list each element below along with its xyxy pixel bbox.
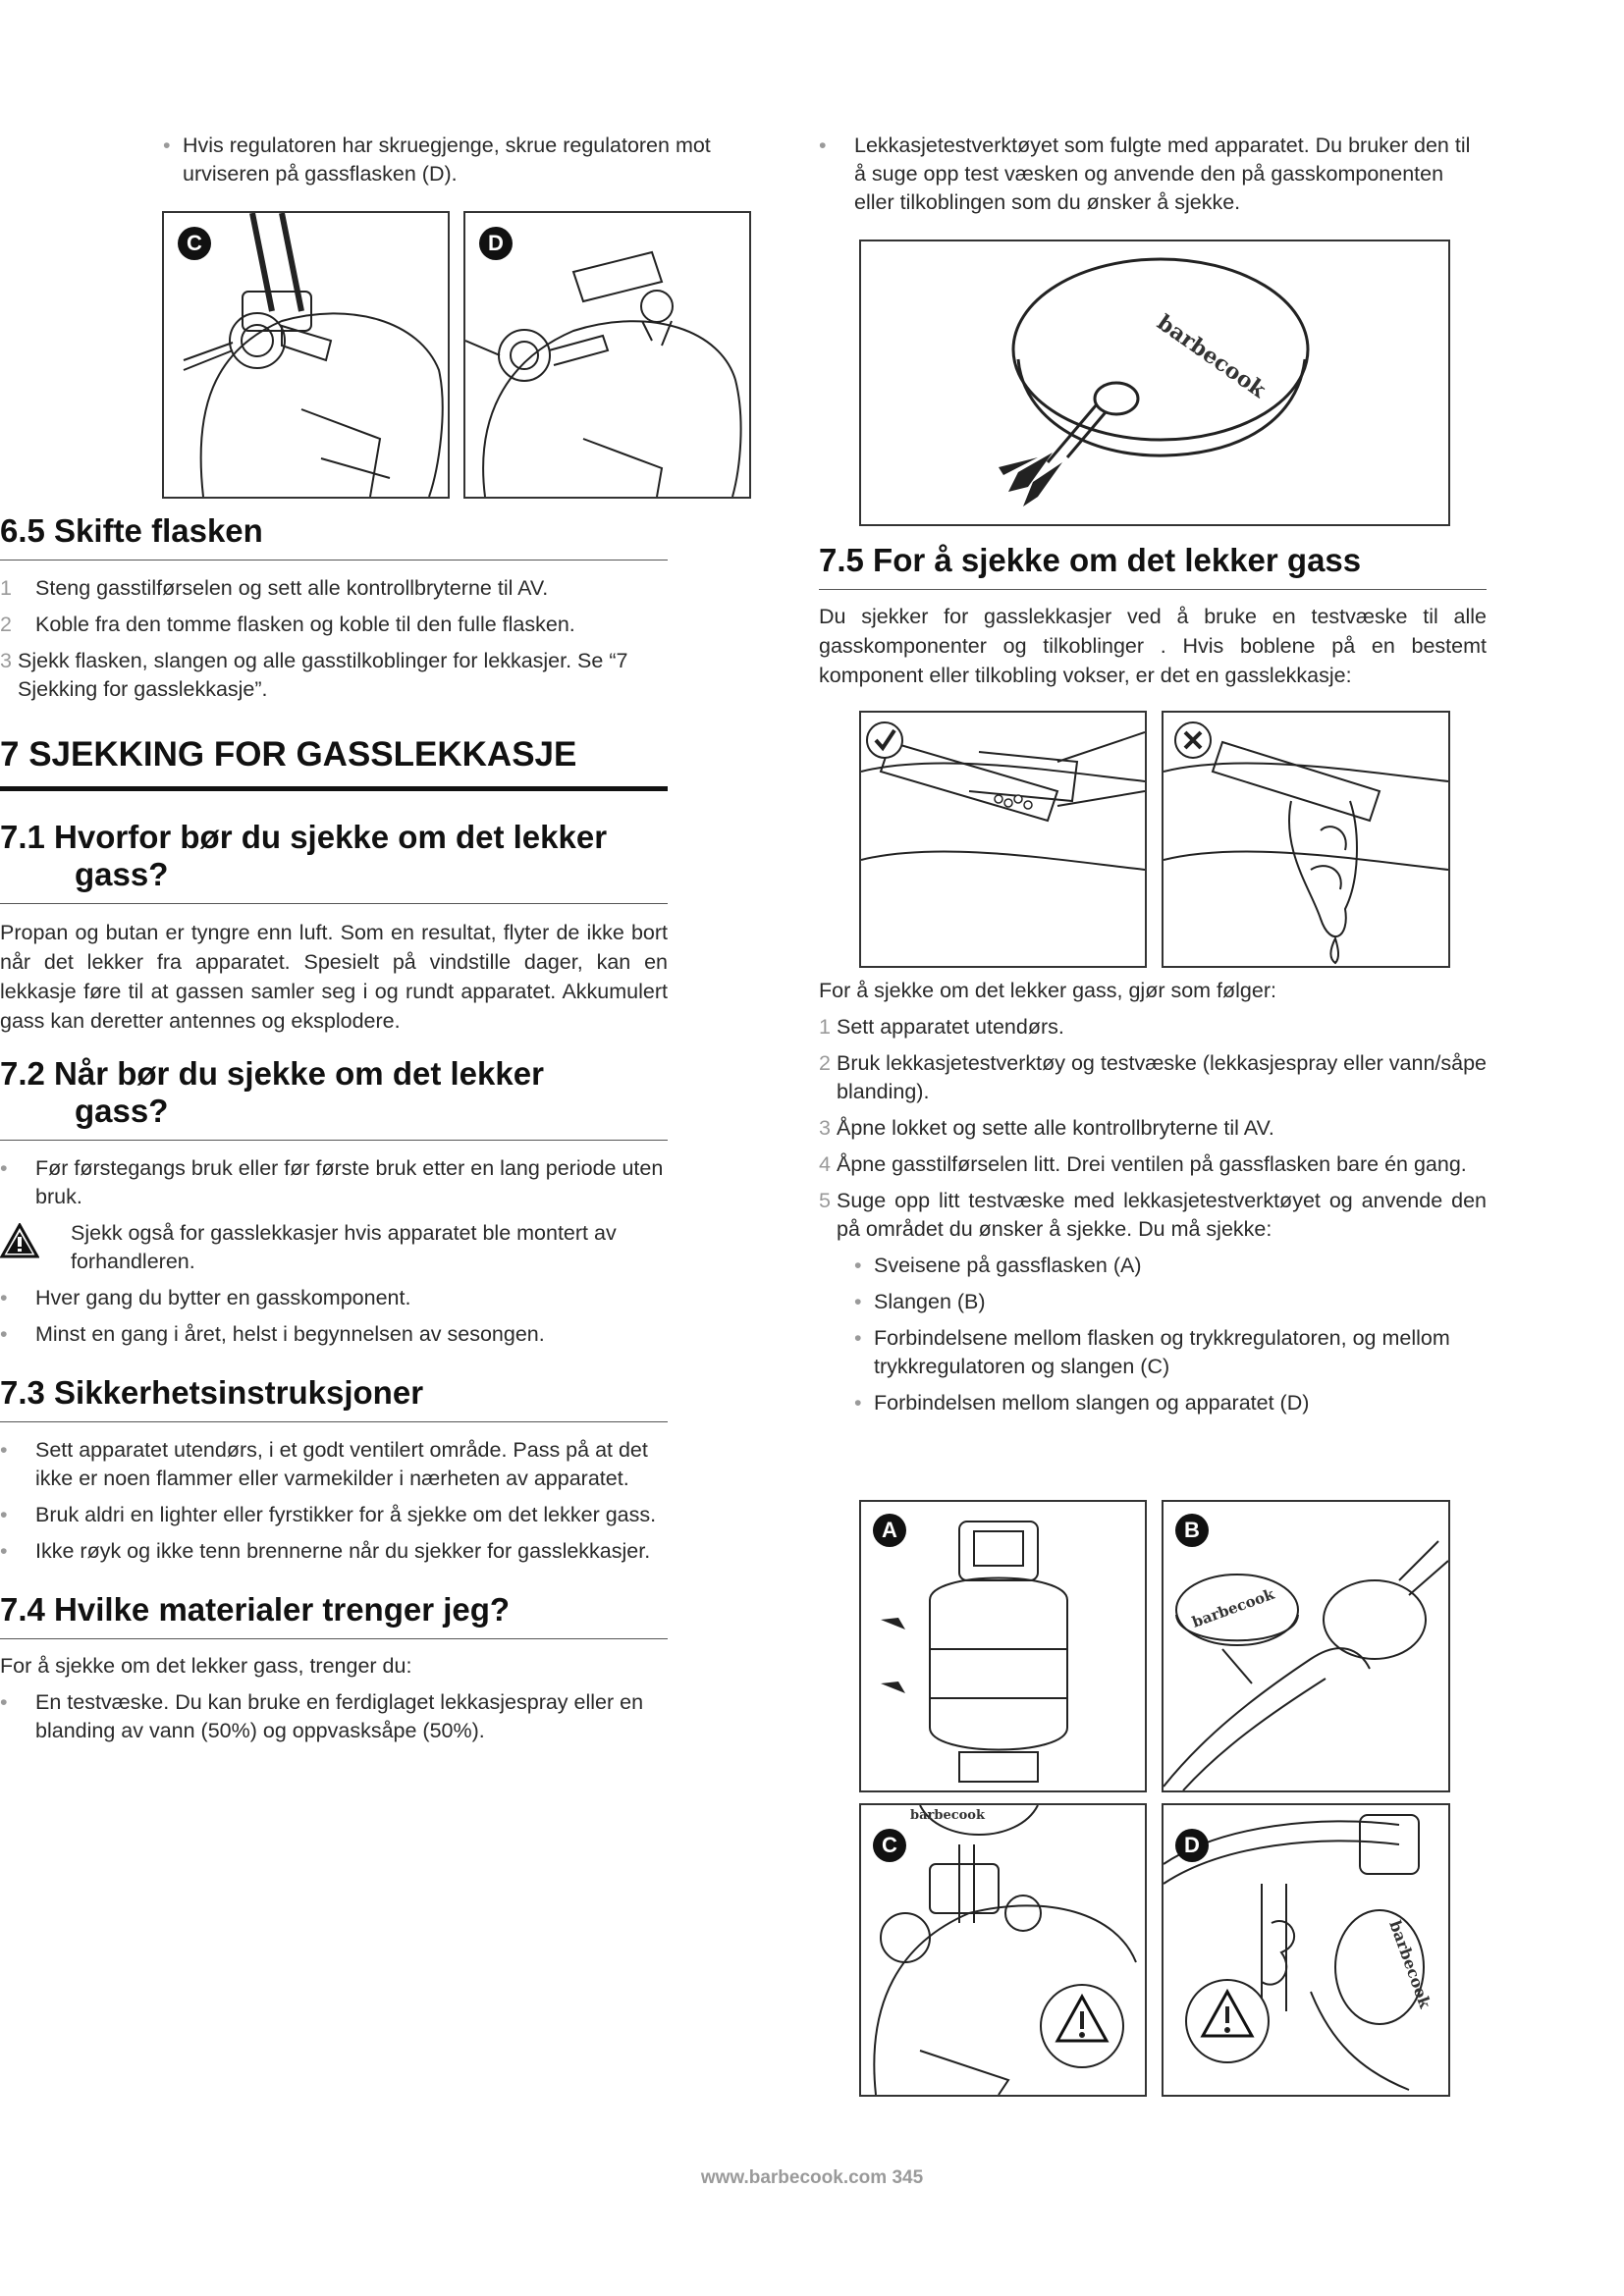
right-column-steps <box>819 976 1487 1425</box>
bullet-item: • En testvæske. Du kan bruke en ferdiglaget lekkasjespray eller en blanding av vann (50%) og oppvasksåpe (50%). <box>0 1690 644 1742</box>
step: 1 Sett apparatet utendørs. <box>819 1015 1064 1039</box>
figure-b-hose <box>1162 1500 1450 1792</box>
left-column-body <box>0 512 668 1753</box>
section-title-7-4: 7.4 Hvilke materialer trenger jeg? <box>0 1591 668 1639</box>
figure-label: B <box>1175 1514 1209 1547</box>
intro-bullet: • Hvis regulatoren har skruegjenge, skrue regulatoren mot urviseren på gassflasken (D). <box>163 133 711 186</box>
check-item: • Sveisene på gassflasken (A) <box>854 1254 1142 1277</box>
bullet-item: • Sett apparatet utendørs, i et godt ventilert område. Pass på at det ikke er noen flammer eller varmekilder i nærheten av apparatet. <box>0 1438 648 1490</box>
step: 3 Sjekk flasken, slangen og alle gasstilkoblinger for lekkasjer. Se “7 Sjekking for gasslekkasje”. <box>0 649 628 701</box>
steps-intro: For å sjekke om det lekker gass, gjør som følger: <box>819 979 1276 1002</box>
step: 4 Åpne gasstilførselen litt. Drei ventilen på gassflasken bare én gang. <box>819 1152 1467 1176</box>
section-title-7-5: 7.5 For å sjekke om det lekker gass <box>819 542 1487 590</box>
bullet-item: • Minst en gang i året, helst i begynnelsen av sesongen. <box>0 1322 545 1346</box>
section-title-7-3: 7.3 Sikkerhetsinstruksjoner <box>0 1374 668 1422</box>
section-title-7-2: 7.2 Når bør du sjekke om det lekker gass? <box>0 1055 668 1141</box>
figure-label: D <box>1175 1829 1209 1862</box>
figure-c-regulator <box>859 1803 1147 2097</box>
check-item: • Slangen (B) <box>854 1290 986 1313</box>
leak-test-tool-illustration <box>861 241 1448 524</box>
right-column-body <box>819 542 1487 690</box>
brand-logo-text: barbecook <box>1385 1917 1435 2011</box>
wrench-regulator-illustration <box>164 213 448 497</box>
step: 2 Bruk lekkasjetestverktøy og testvæske (lekkasjespray eller vann/såpe blanding). <box>819 1051 1487 1103</box>
brand-logo-text: barbecook <box>1152 309 1271 403</box>
section-title-6-5: 6.5 Skifte flasken <box>0 512 668 561</box>
figure-no-leak <box>859 711 1147 968</box>
bullet-item: • Bruk aldri en lighter eller fyrstikker for å sjekke om det lekker gass. <box>0 1503 657 1526</box>
warning-triangle-icon <box>0 1223 39 1258</box>
section-title-7-1: 7.1 Hvorfor bør du sjekke om det lekker gass? <box>0 819 668 904</box>
hose-check-illustration <box>1164 1502 1448 1790</box>
left-column <box>128 132 795 196</box>
chapter-title-7: 7 SJEKKING FOR GASSLEKKASJE <box>0 735 668 791</box>
paragraph-7-5: Du sjekker for gasslekkasjer ved å bruke en testvæske til alle gasskomponenter og tilkoblinger . Hvis boblene på en bestemt komponent eller tilkobling vokser, er det en gasslekkasje: <box>819 605 1487 687</box>
figure-a-cylinder <box>859 1500 1147 1792</box>
leak-illustration <box>1164 713 1448 966</box>
bullet-item: • Hver gang du bytter en gasskomponent. <box>0 1286 411 1309</box>
paragraph-7-4: For å sjekke om det lekker gass, trenger du: <box>0 1654 412 1678</box>
figure-d-connection <box>1162 1803 1450 2097</box>
figure-label: D <box>479 227 513 260</box>
figure-leak <box>1162 711 1450 968</box>
step: 3 Åpne lokket og sette alle kontrollbryterne til AV. <box>819 1116 1274 1140</box>
regulator-screw-illustration <box>465 213 749 497</box>
no-leak-illustration <box>861 713 1145 966</box>
figure-wrench-regulator <box>162 211 450 499</box>
step: 1 Steng gasstilførselen og sett alle kontrollbryterne til AV. <box>0 576 549 600</box>
bullet-item: • Før førstegangs bruk eller før første bruk etter en lang periode uten bruk. <box>0 1156 664 1208</box>
page-footer: www.barbecook.com 345 <box>700 2167 924 2188</box>
check-item: • Forbindelsene mellom flasken og trykkregulatoren, og mellom trykkregulatoren og slangen (C) <box>854 1326 1450 1378</box>
brand-logo-text: barbecook <box>910 1808 985 1823</box>
step: 5 Suge opp litt testvæske med lekkasjetestverktøyet og anvende den på området du ønsker å sjekke. Du må sjekke: <box>819 1189 1487 1241</box>
brand-logo-text: barbecook <box>1189 1584 1277 1631</box>
warning-note: Sjekk også for gasslekkasjer hvis apparatet ble montert av forhandleren. <box>0 1219 668 1276</box>
figure-leak-test-tool <box>859 240 1450 526</box>
bullet-item: • Ikke røyk og ikke tenn brennerne når du sjekker for gasslekkasjer. <box>0 1539 651 1563</box>
figure-regulator-screw <box>463 211 751 499</box>
paragraph-7-1: Propan og butan er tyngre enn luft. Som en resultat, flyter de ikke bort når det lekker fra apparatet. Spesielt på vindstille dager, kan en lekkasje føre til at gassen samler seg i og rundt apparatet. Akkumulert gass kan deretter antennes og eksplodere. <box>0 921 668 1033</box>
figure-label: A <box>873 1514 906 1547</box>
right-column <box>819 132 1487 225</box>
step: 2 Koble fra den tomme flasken og koble til den fulle flasken. <box>0 613 575 636</box>
figure-label: C <box>178 227 211 260</box>
intro-bullet: • Lekkasjetestverktøyet som fulgte med apparatet. Du bruker den til å suge opp test væsken og anvende den på gasskomponenten eller tilkoblingen som du ønsker å sjekke. <box>819 133 1471 214</box>
gas-cylinder-illustration <box>861 1502 1145 1790</box>
check-item: • Forbindelsen mellom slangen og apparatet (D) <box>854 1391 1310 1415</box>
figure-label: C <box>873 1829 906 1862</box>
